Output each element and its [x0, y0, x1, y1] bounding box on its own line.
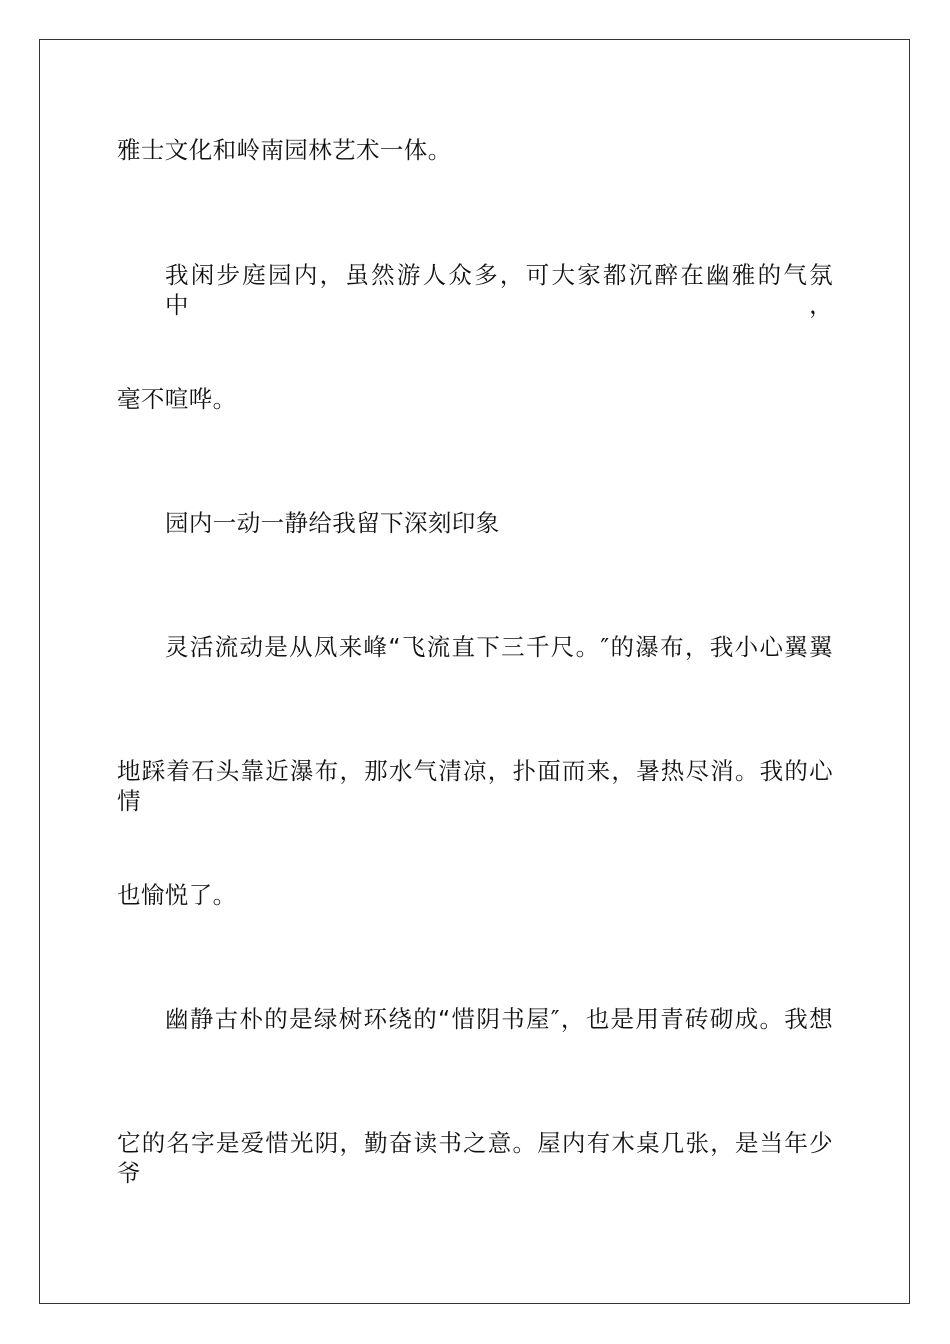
text-line-2: 我闲步庭园内，虽然游人众多，可大家都沉醉在幽雅的气氛中， [165, 261, 833, 319]
text-line-4: 园内一动一静给我留下深刻印象 [165, 509, 500, 537]
text-line-3: 毫不喧哗。 [117, 385, 237, 413]
text-line-6: 地踩着石头靠近瀑布，那水气清凉，扑面而来，暑热尽消。我的心情 [117, 757, 833, 815]
text-line-5: 灵活流动是从凤来峰“飞流直下三千尺。″的瀑布，我小心翼翼 [165, 633, 833, 661]
text-line-7: 也愉悦了。 [117, 881, 237, 909]
page-frame [39, 39, 910, 1304]
text-line-1: 雅士文化和岭南园林艺术一体。 [117, 136, 452, 164]
text-line-9: 它的名字是爱惜光阴，勤奋读书之意。屋内有木桌几张，是当年少爷 [117, 1129, 833, 1187]
text-line-8: 幽静古朴的是绿树环绕的“惜阴书屋″，也是用青砖砌成。我想 [165, 1005, 833, 1033]
